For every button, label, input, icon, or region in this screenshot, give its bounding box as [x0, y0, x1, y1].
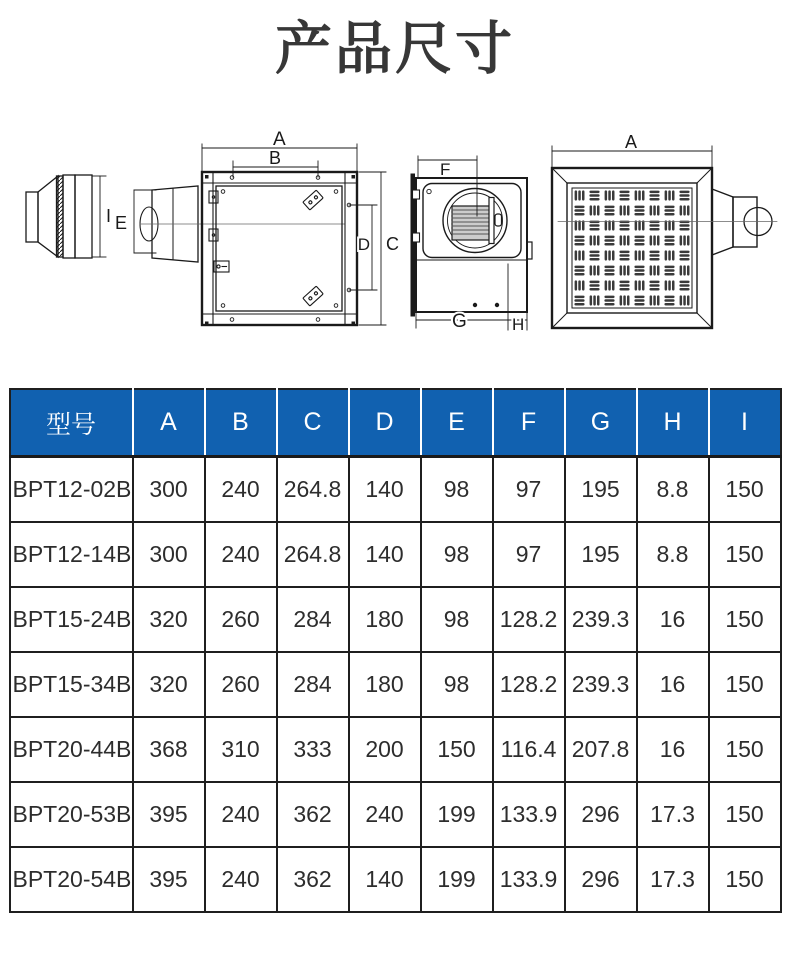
table-cell: 150: [709, 717, 781, 782]
table-cell: 260: [205, 587, 277, 652]
table-cell: 17.3: [637, 847, 709, 912]
table-row: [10, 457, 781, 523]
column-header: F: [493, 389, 565, 457]
table-cell: 98: [421, 522, 493, 587]
model-cell: BPT15-24B: [10, 587, 133, 652]
table-cell: 310: [205, 717, 277, 782]
table-cell: 140: [349, 457, 421, 523]
table-cell: 195: [565, 522, 637, 587]
dimensions-table: [9, 388, 782, 913]
table-cell: 195: [565, 457, 637, 523]
model-cell: BPT20-53B: [10, 782, 133, 847]
unit-top-view-drawing: [115, 129, 399, 325]
table-cell: 97: [493, 457, 565, 523]
table-cell: 240: [349, 782, 421, 847]
table-cell: 240: [205, 457, 277, 523]
table-cell: 300: [133, 522, 205, 587]
table-row: [10, 587, 781, 652]
column-header-model: 型号: [10, 389, 133, 457]
dim-label-f: F: [440, 160, 451, 179]
table-cell: 8.8: [637, 522, 709, 587]
table-cell: 150: [709, 782, 781, 847]
table-cell: 264.8: [277, 457, 349, 523]
dim-label-g: G: [452, 311, 467, 332]
table-cell: 116.4: [493, 717, 565, 782]
table-cell: 368: [133, 717, 205, 782]
table-cell: 150: [709, 847, 781, 912]
header-row: [10, 389, 781, 457]
dim-label-b: B: [269, 148, 282, 168]
table-cell: 150: [421, 717, 493, 782]
table-cell: 296: [565, 847, 637, 912]
table-cell: 296: [565, 782, 637, 847]
table-cell: 128.2: [493, 587, 565, 652]
table-cell: 200: [349, 717, 421, 782]
table-cell: 300: [133, 457, 205, 523]
model-cell: BPT12-02B: [10, 457, 133, 523]
product-dimension-drawings: [0, 118, 790, 358]
table-cell: 98: [421, 652, 493, 717]
dim-label-i: I: [106, 206, 112, 226]
table-cell: 16: [637, 717, 709, 782]
table-cell: 150: [709, 522, 781, 587]
table-cell: 395: [133, 782, 205, 847]
table-row: [10, 847, 781, 912]
table-cell: 97: [493, 522, 565, 587]
table-cell: 98: [421, 457, 493, 523]
table-cell: 150: [709, 587, 781, 652]
column-header: B: [205, 389, 277, 457]
table-cell: 199: [421, 847, 493, 912]
model-cell: BPT20-44B: [10, 717, 133, 782]
table-cell: 395: [133, 847, 205, 912]
column-header: H: [637, 389, 709, 457]
table-cell: 133.9: [493, 847, 565, 912]
column-header: D: [349, 389, 421, 457]
table-cell: 240: [205, 847, 277, 912]
unit-side-view-drawing: [411, 156, 533, 334]
table-cell: 180: [349, 652, 421, 717]
dim-label-d: D: [357, 235, 370, 254]
column-header: E: [421, 389, 493, 457]
table-row: [10, 717, 781, 782]
table-cell: 140: [349, 847, 421, 912]
dim-label-c: C: [386, 234, 399, 254]
table-row: [10, 782, 781, 847]
table-cell: 239.3: [565, 652, 637, 717]
column-header: A: [133, 389, 205, 457]
table-cell: 8.8: [637, 457, 709, 523]
dimension-e: [134, 190, 156, 253]
dim-label-a: A: [273, 129, 286, 150]
table-cell: 320: [133, 587, 205, 652]
dim-label-e: E: [115, 213, 128, 233]
table-cell: 240: [205, 782, 277, 847]
table-cell: 133.9: [493, 782, 565, 847]
table-cell: 362: [277, 782, 349, 847]
table-row: [10, 652, 781, 717]
table-cell: 16: [637, 652, 709, 717]
table-cell: 140: [349, 522, 421, 587]
table-cell: 199: [421, 782, 493, 847]
table-cell: 240: [205, 522, 277, 587]
table-cell: 180: [349, 587, 421, 652]
table-cell: 150: [709, 457, 781, 523]
inlet-cone-drawing: [26, 175, 111, 258]
table-cell: 320: [133, 652, 205, 717]
model-cell: BPT15-34B: [10, 652, 133, 717]
table-cell: 17.3: [637, 782, 709, 847]
page-title: 产品尺寸: [275, 17, 515, 81]
table-cell: 333: [277, 717, 349, 782]
table-cell: 239.3: [565, 587, 637, 652]
table-cell: 207.8: [565, 717, 637, 782]
table-cell: 98: [421, 587, 493, 652]
label-plate: [303, 190, 323, 210]
dimension-i: [92, 176, 106, 257]
table-cell: 362: [277, 847, 349, 912]
table-cell: 284: [277, 587, 349, 652]
model-cell: BPT12-14B: [10, 522, 133, 587]
table-cell: 284: [277, 652, 349, 717]
table-cell: 264.8: [277, 522, 349, 587]
screw-holes: [221, 176, 351, 322]
table-cell: 150: [709, 652, 781, 717]
table-cell: 16: [637, 587, 709, 652]
dimension-g-h: [416, 264, 527, 330]
dim-label-a2: A: [625, 132, 638, 152]
column-header: I: [709, 389, 781, 457]
column-header: C: [277, 389, 349, 457]
table-row: [10, 522, 781, 587]
table-cell: 128.2: [493, 652, 565, 717]
label-plate: [303, 286, 323, 306]
table-cell: 260: [205, 652, 277, 717]
model-cell: BPT20-54B: [10, 847, 133, 912]
dim-label-h: H: [512, 315, 525, 334]
grille-front-view-drawing: [552, 132, 777, 328]
column-header: G: [565, 389, 637, 457]
